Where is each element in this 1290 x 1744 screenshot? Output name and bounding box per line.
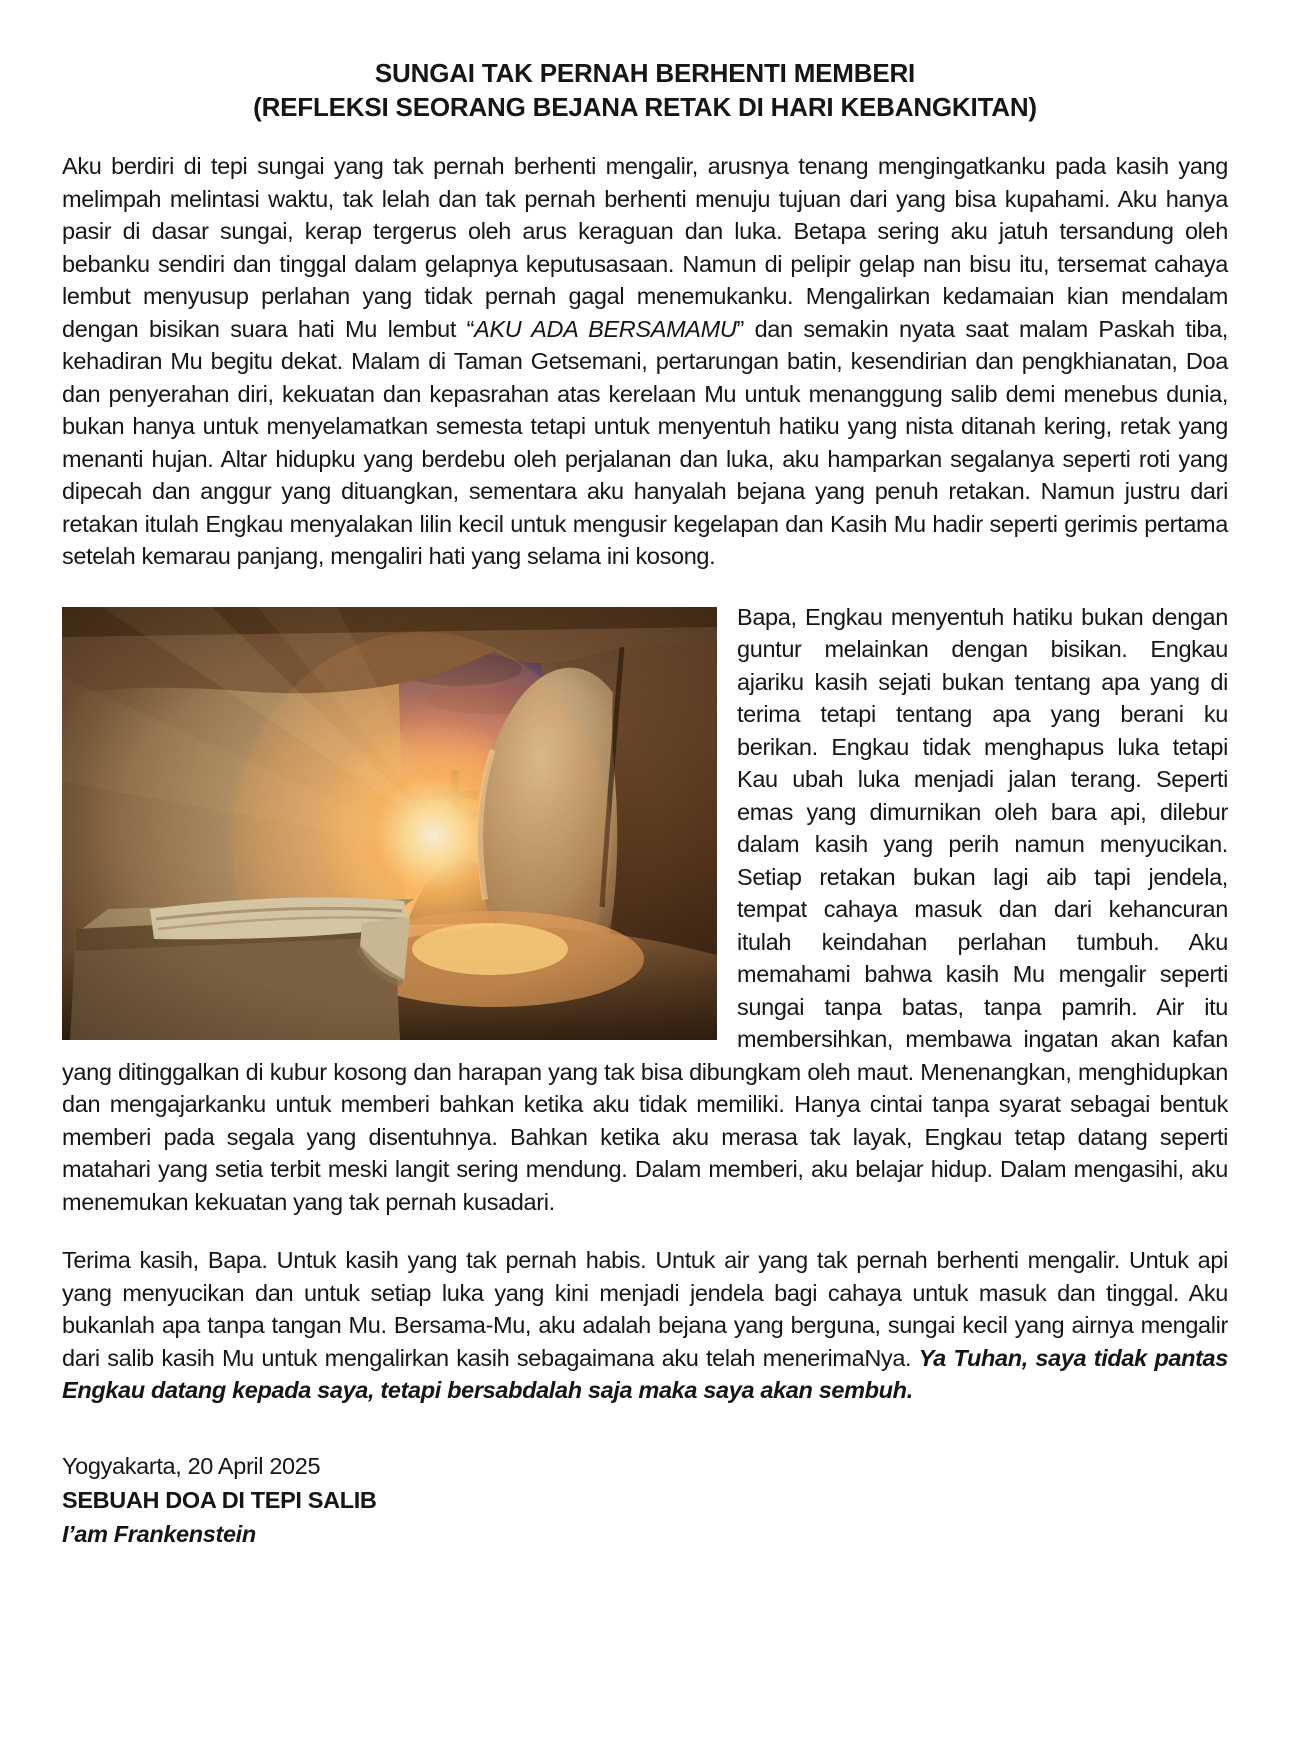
paragraph-2: Bapa, Engkau menyentuh hatiku bukan dengan guntur melainkan dengan bisikan. Engkau ajariku kasih sejati bukan tentang apa yang di terima tetapi tentang apa yang berani ku berikan. Engkau tidak menghapus luka tetapi Kau ubah luka menjadi jalan terang. Seperti emas yang dimurnikan oleh bara api, dilebur dalam kasih yang perih namun menyucikan. Setiap retakan bukan lagi aib tapi jendela, tempat cahaya masuk dan dari kehancuran itulah keindahan perlahan tumbuh. Aku memahami bahwa kasih Mu mengalir seperti sungai tanpa batas, tanpa pamrih. Air itu membersihkan, membawa ingatan akan kafan yang ditinggalkan di kubur kosong dan harapan yang tak bisa dibungkam oleh maut. Menenangkan, menghidupkan dan mengajarkanku untuk memberi bahkan ketika aku tidak memiliki. Hanya cintai tanpa syarat sebagai bentuk memberi pada segala yang disentuhnya. Bahkan ketika aku merasa tak layak, Engkau tetap datang seperti matahari yang setia terbit meski langit sering mendung. Dalam memberi, aku belajar hidup. Dalam mengasihi, aku menemukan kekuatan yang tak pernah kusadari. <box>62 603 1228 1215</box>
title-line-2: (REFLEKSI SEORANG BEJANA RETAK DI HARI KEBANGKITAN) <box>253 92 1037 122</box>
tomb-photo-illustration <box>62 607 717 1040</box>
footer-author: I’am Frankenstein <box>62 1520 256 1547</box>
paragraph-1: Aku berdiri di tepi sungai yang tak pernah berhenti mengalir, arusnya tenang mengingatkanku pada kasih yang melimpah melintasi waktu, tak lelah dan tak pernah berhenti menuju tujuan dari yang bisa kupahami. Aku hanya pasir di dasar sungai, kerap tergerus oleh arus keraguan dan luka. Betapa sering aku jatuh tersandung oleh bebanku sendiri dan tinggal dalam gelapnya keputusasaan. Namun di pelipir gelap nan bisu itu, tersemat cahaya lembut menyusup perlahan yang tidak pernah gagal menemukanku. Mengalirkan kedamaian kian mendalam dengan bisikan suara hati Mu lembut “AKU ADA BERSAMAMU” dan semakin nyata saat malam Paskah tiba, kehadiran Mu begitu dekat. Malam di Taman Getsemani, pertarungan batin, kesendirian dan pengkhianatan, Doa dan penyerahan diri, kekuatan dan kepasrahan atas kerelaan Mu untuk menanggung salib demi menebus dunia, bukan hanya untuk menyelamatkan semesta tetapi untuk menyentuh hatiku yang nista ditanah kering, retak yang menanti hujan. Altar hidupku yang berdebu oleh perjalanan dan luka, aku hamparkan segalanya seperti roti yang dipecah dan anggur yang dituangkan, sementara aku hanyalah bejana yang penuh retakan. Namun justru dari retakan itulah Engkau menyalakan lilin kecil untuk mengusir kegelapan dan Kasih Mu hadir seperti gerimis pertama setelah kemarau panjang, mengaliri hati yang selama ini kosong. <box>62 153 1228 569</box>
paragraph-3: Terima kasih, Bapa. Untuk kasih yang tak pernah habis. Untuk air yang tak pernah berhenti mengalir. Untuk api yang menyucikan dan untuk setiap luka yang kini menjadi jendela bagi cahaya untuk masuk dan tinggal. Aku bukanlah apa tanpa tangan Mu. Bersama-Mu, aku adalah bejana yang berguna, sungai kecil yang airnya mengalir dari salib kasih Mu untuk mengalirkan kasih sebagaimana aku telah menerimaNya. Ya Tuhan, saya tidak pantas Engkau datang kepada saya, tetapi bersabdalah saja maka saya akan sembuh. <box>62 1247 1228 1403</box>
title-line-1: SUNGAI TAK PERNAH BERHENTI MEMBERI <box>374 58 916 88</box>
document-title <box>62 56 1228 124</box>
tomb-photo <box>62 607 717 1040</box>
footer-work-title: SEBUAH DOA DI TEPI SALIB <box>62 1486 377 1513</box>
footer-place-date: Yogyakarta, 20 April 2025 <box>62 1452 321 1479</box>
document-footer <box>62 1449 1228 1551</box>
